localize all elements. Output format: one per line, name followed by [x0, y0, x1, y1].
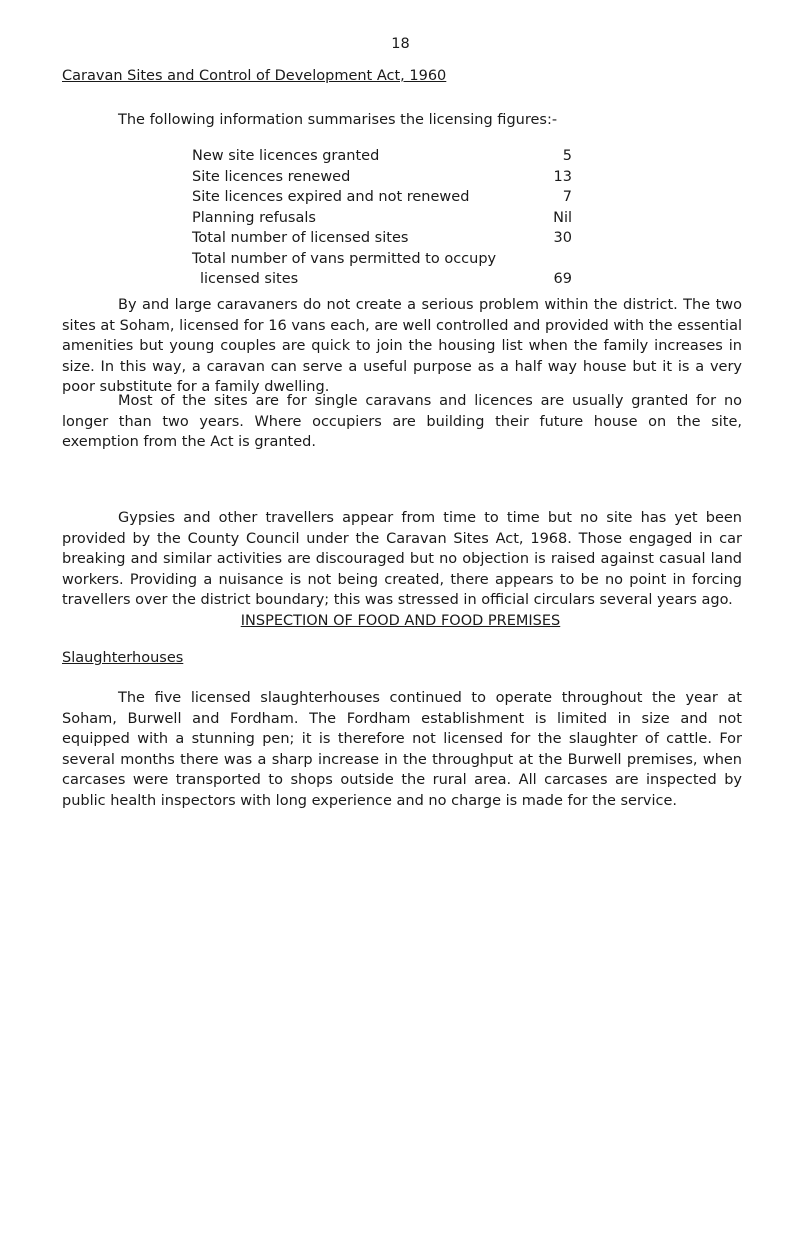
sites-paragraph: Most of the sites are for single caravans and licences are usually granted for no longer than two years. Where occupiers are building their future house on the site, exemption from the Act is granted. — [62, 393, 742, 450]
figure-row — [192, 146, 572, 167]
figure-label: Planning refusals — [192, 209, 316, 226]
figure-row — [192, 208, 572, 229]
figure-label: New site licences granted — [192, 148, 380, 164]
figure-label: Site licences renewed — [192, 168, 351, 185]
figure-label: Total number of licensed sites — [192, 230, 409, 246]
figure-row — [192, 167, 572, 188]
figure-label: Total number of vans permitted to occupy — [192, 250, 497, 267]
inspection-heading: INSPECTION OF FOOD AND FOOD PREMISES — [240, 613, 561, 629]
figure-label: licensed sites — [200, 271, 299, 287]
gypsies-paragraph: Gypsies and other travellers appear from time to time but no site has yet been provided by the County Council under the Caravan Sites Act, 1968. Those engaged in car breaking and similar activities are discouraged but no objection is raised against casual land workers. Providing a nuisance is not being created, there appears to be no point in forcing travellers over the district boundary; this was stressed in official circulars several years ago. — [62, 510, 742, 608]
caravan-paragraph: By and large caravaners do not create a serious problem within the district. The two sites at Soham, licensed for 16 vans each, are well controlled and provided with the essential amenities but young couples are quick to join the housing list when the family increases in size. In this way, a caravan can serve a useful purpose as a half way house but it is a very poor substitute for a family dwelling. — [62, 297, 742, 395]
section-heading: Caravan Sites and Control of Development Act, 1960 — [62, 68, 447, 84]
figure-row — [192, 228, 572, 249]
licensing-figures-table — [192, 146, 572, 290]
figure-value: 30 — [553, 230, 572, 246]
figure-value: 69 — [553, 271, 572, 287]
figure-value: 5 — [562, 148, 572, 164]
figure-value: 7 — [562, 189, 572, 205]
slaughterhouses-paragraph: The five licensed slaughterhouses continued to operate throughout the year at Soham, Burwell and Fordham. The Fordham establishment is limited in size and not equipped with a stunning pen; it is therefore not licensed for the slaughter of cattle. For several months there was a sharp increase in the throughput at the Burwell premises, when carcases were transported to shops outside the rural area. All carcases are inspected by public health inspectors with long experience and no charge is made for the service. — [62, 690, 742, 809]
page-number: 18 — [391, 36, 410, 52]
figure-row — [192, 269, 572, 290]
intro-text: The following information summarises the licensing figures:- — [118, 112, 558, 128]
figure-value: 13 — [553, 168, 572, 185]
figure-row — [192, 249, 572, 270]
figure-row — [192, 187, 572, 208]
figure-value: Nil — [553, 209, 572, 226]
figure-label: Site licences expired and not renewed — [192, 189, 470, 205]
slaughterhouses-heading: Slaughterhouses — [62, 650, 184, 666]
